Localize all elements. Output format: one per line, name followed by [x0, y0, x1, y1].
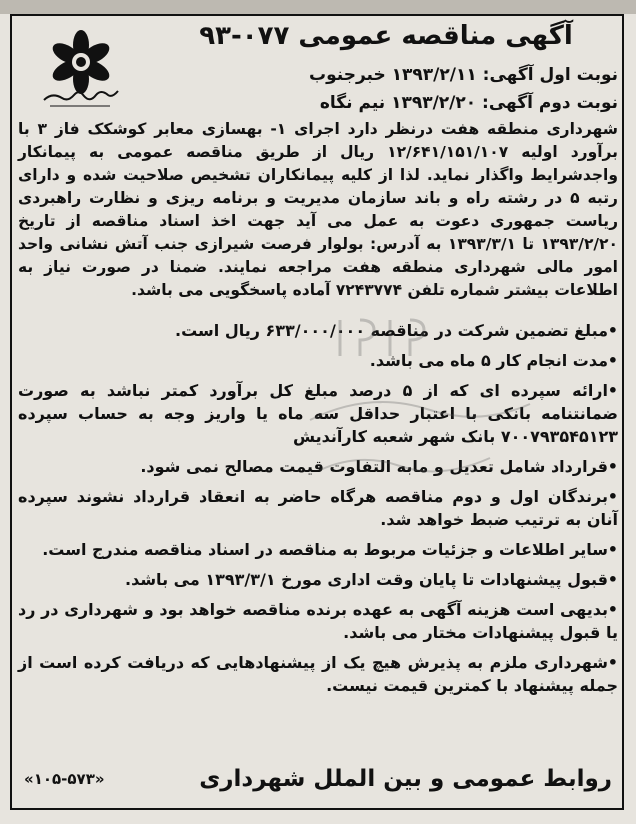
list-item: •مبلغ تضمین شرکت در مناقصه ۶۳۳/۰۰۰/۰۰۰ ریال است. [175, 321, 618, 340]
list-item: •سایر اطلاعات و جزئیات مربوط به مناقصه در اسناد مناقصه مندرج است. [42, 540, 618, 559]
list-item: •قرارداد شامل تعدیل و مابه التفاوت قیمت مصالح نمی شود. [140, 457, 618, 476]
bullet-icon: • [607, 600, 618, 619]
bullet-icon: • [607, 570, 618, 589]
second-publication: نوبت دوم آگهی: ۱۳۹۳/۲/۲۰ نیم نگاه [319, 93, 618, 113]
list-item: •شهرداری ملزم به پذیرش هیچ یک از پیشنهادهایی که دریافت کرده است از جمله پیشنهاد با کمترین قیمت نیست. [18, 653, 618, 695]
bullet-icon: • [607, 457, 618, 476]
list-item: •قبول پیشنهادات تا پایان وقت اداری مورخ ۱۳۹۳/۳/۱ می باشد. [125, 570, 618, 589]
page-top-strip [0, 0, 636, 14]
list-item: •بدیهی است هزینه آگهی به عهده برنده مناقصه خواهد بود و شهرداری در رد یا قبول پیشنهادات مختار می باشد. [18, 600, 618, 642]
bullet-icon: • [607, 487, 618, 506]
footer-title: روابط عمومی و بین الملل شهرداری [199, 766, 612, 792]
list-item: •برندگان اول و دوم مناقصه هرگاه حاضر به انعقاد قرارداد نشوند سپرده آنان به ترتیب ضبط خواهد شد. [18, 487, 618, 529]
notice-title: آگهی مناقصه عمومی ۰۷۷-۹۳ [199, 21, 573, 51]
conditions-list [18, 319, 618, 704]
list-item: •ارائه سپرده ای که از ۵ درصد مبلغ کل برآورد کمتر نباشد به صورت ضمانتنامه بانکی با اعتبار حداقل سه ماه یا واریز وجه به حساب سپرده ۷۰۰۷۹۳۵۴۵۱۲۳ بانک شهر شعبه کارآندیش [18, 381, 619, 446]
footer-code: «۱۰۵-۵۷۳» [24, 770, 105, 788]
notice-body: شهرداری منطقه هفت درنظر دارد اجرای ۱- بهسازی معابر کوشکک فاز ۳ با برآورد اولیه ۱۲/۶۴۱/۱۵۱/۱۰۷ ریال از طریق مناقصه عمومی به پیمانکار واجدشرایط واگذار نماید. لذا از کلیه پیمانکاران تشخیص صلاحیت شده و دارای رتبه ۵ در رشته راه و باند سازمان مدیریت و برنامه ریزی و نظارت راهبردی ریاست جمهوری دعوت به عمل می آید جهت اخذ اسناد مناقصه از تاریخ ۱۳۹۳/۲/۲۰ تا ۱۳۹۳/۳/۱ به آدرس: بولوار فرصت شیرازی جنب آتش نشانی واحد امور مالی شهرداری منطقه هفت مراجعه نمایند. ضمنا در صورت نیاز به اطلاعات بیشتر شماره تلفن ۷۲۴۳۷۷۴ آماده پاسخگویی می باشد. [18, 120, 618, 299]
municipality-logo [36, 28, 126, 108]
bullet-icon: • [607, 540, 618, 559]
bullet-icon: • [607, 351, 618, 370]
bullet-icon: • [607, 653, 618, 672]
bullet-icon: • [607, 381, 619, 400]
list-item: •مدت انجام کار ۵ ماه می باشد. [369, 351, 618, 370]
first-publication: نوبت اول آگهی: ۱۳۹۳/۲/۱۱ خبرجنوب [309, 65, 618, 85]
bullet-icon: • [607, 321, 618, 340]
notice-footer [24, 762, 612, 796]
